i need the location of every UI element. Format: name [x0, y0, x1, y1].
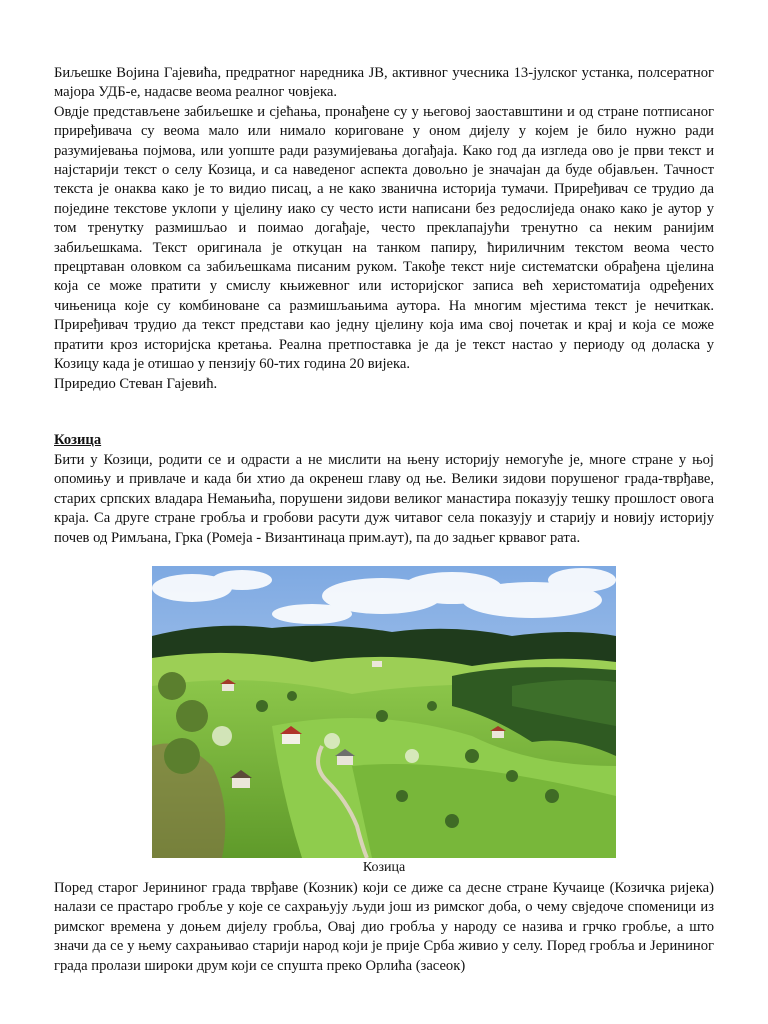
- section-body-2: [54, 879, 714, 976]
- photo-caption: Козица: [362, 860, 406, 875]
- intro-block: [54, 64, 714, 394]
- section-body-1: [54, 451, 714, 548]
- section-paragraph-1: Бити у Козици, родити се и одрасти а не мислити на њену историју немогуће је, многе стране у њој опомињу и привлаче и када би хтио да окренеш главу од ње. Велики зидови порушеног града-тврђаве, старих српских владара Немањића, порушени зидови великог манастира показују тешку прошлост овога краја. Са друге стране гробља и гробови расути дуж читавог села показују и старију и новију историју почев од Римљана, Грка (Ромеја - Византинаца прим.аут), па до задњег крвавог рата.: [54, 452, 714, 546]
- intro-paragraph-prepared-by: Приредио Стеван Гајевић.: [54, 375, 218, 392]
- section-heading: Козица: [54, 432, 102, 448]
- intro-paragraph-author: Биљешке Војина Гајевића, предратног наредника ЈВ, активног учесника 13-јулског устанка, полсератног мајора УДБ-е, надасве веома реалног човјека.: [54, 65, 714, 101]
- village-photo: [152, 566, 616, 858]
- intro-paragraph-editor-note: Овдје представљене забиљешке и сјећања, пронађене су у његовој заоставштини и од стране потписаног приређивача су веома мало или нимало кориговане у оном дијелу у којем је било нужно ради разумијевања појмова, или уопште ради разумијевања догађаја. Како год да изгледа ово је први текст и најстарији текст о селу Козица, и са наведеног аспекта довољно је значајан да буде објављен. Тачност текста је онаква како је то видио писац, а не како званична историја тумачи. Приређивач се трудио да поједине текстове уклопи у цјелину иако су често исти написани без редослиједа онако како је аутор у том тренутку размишљао и поимао догађаје, често преклапајући тренутно са неким ранијим забиљешкама. Текст оригинала је откуцан на танком папиру, ћириличним текстом веома често прецртаван оловком са забиљешкама писаним руком. Такође текст није систематски обрађена цјелина која се може пратити у смислу књижевног или историјског записа већ херистоматија одређених чињеница које су комбиноване са размишљањима аутора. На многим мјестима текст је нечиткак. Приређивач трудио да текст представи као једну цјелину која има свој почетак и крај и која се може пратити кроз историјска кретања. Реална претпоставка је да је текст настао у периоду од доласка у Козицу када је отишао у пензију 60-тих година 20 вијека.: [54, 103, 714, 373]
- section-paragraph-2: Поред старог Јерининог града тврђаве (Козник) који се диже са десне стране Кучаице (Козичка ријека) налази се прастаро гробље у које се сахрањују људи још из римског доба, о чему свједоче споменици из римског времена у доњем дијелу гробља, Овај дио гробља у народу се назива и грчко гробље, а што значи да се у њему сахрањивао старији народ који је прије Срба живио у селу. Поред гробља и Јерининог града пролази широки друм који се спушта преко Орлића (засеок): [54, 880, 714, 974]
